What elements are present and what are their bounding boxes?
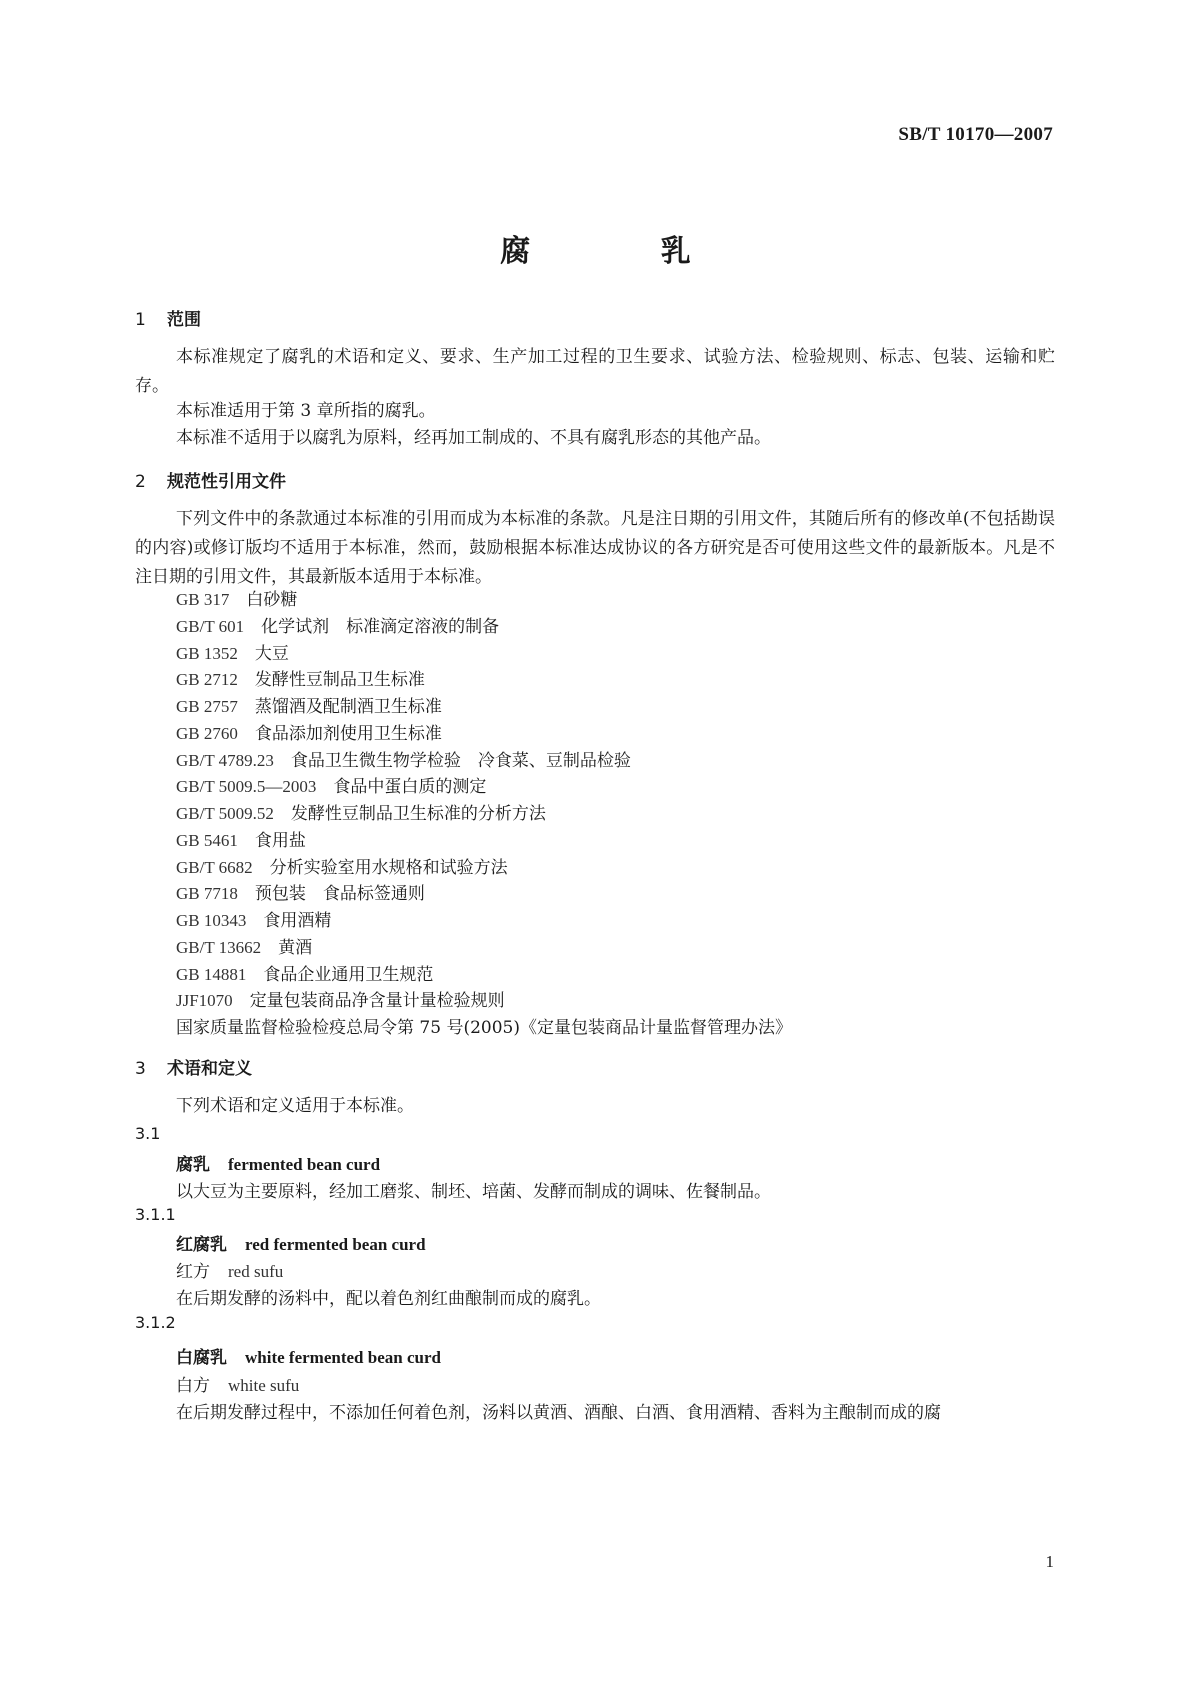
document-title: 腐 乳 (500, 234, 751, 269)
reference-item (176, 612, 499, 637)
reference-name: 预包装 食品标签通则 (254, 884, 425, 904)
reference-item (176, 879, 425, 904)
reference-item (176, 960, 433, 985)
reference-item (176, 719, 442, 744)
term-english: fermented bean curd (228, 1155, 381, 1174)
reference-item (176, 853, 508, 878)
section-number: 2 (135, 472, 146, 492)
term-definition: 在后期发酵的汤料中，配以着色剂红曲酿制而成的腐乳。 (176, 1289, 601, 1309)
reference-code: GB/T 4789.23 (176, 751, 274, 770)
reference-code: GB/T 5009.5—2003 (176, 777, 317, 796)
reference-code: GB 2712 (176, 670, 238, 689)
term-english: red fermented bean curd (245, 1235, 426, 1254)
reference-item (176, 772, 486, 797)
reference-name: 分析实验室用水规格和试验方法 (269, 858, 508, 878)
reference-name: 食品企业通用卫生规范 (263, 965, 434, 985)
reference-code: GB/T 5009.52 (176, 804, 274, 823)
reference-code: GB/T 13662 (176, 938, 262, 957)
reference-code: GB 5461 (176, 831, 238, 850)
alt-chinese: 红方 (176, 1262, 210, 1282)
section-title: 范围 (167, 310, 201, 330)
reference-name: 白砂糖 (246, 590, 298, 610)
reference-name: 定量包装商品净含量计量检验规则 (249, 991, 505, 1011)
paragraph: 下列术语和定义适用于本标准。 (176, 1096, 414, 1116)
reference-item (176, 986, 505, 1011)
term-definition: 在后期发酵过程中，不添加任何着色剂，汤料以黄酒、酒酿、白酒、食用酒精、香料为主酿制而成的腐 (176, 1403, 941, 1423)
reference-code: GB 7718 (176, 884, 238, 903)
paragraph: 本标准适用于第 3 章所指的腐乳。 (176, 401, 436, 421)
alt-english: red sufu (228, 1262, 284, 1281)
reference-item (176, 665, 425, 690)
reference-item (176, 826, 306, 851)
alt-chinese: 白方 (176, 1376, 210, 1396)
reference-item (176, 906, 331, 931)
section-number: 3 (135, 1059, 146, 1079)
reference-code: GB 14881 (176, 965, 247, 984)
paragraph: 本标准规定了腐乳的术语和定义、要求、生产加工过程的卫生要求、试验方法、检验规则、标志、包装、运输和贮存。 (135, 347, 1055, 396)
reference-code: GB 317 (176, 590, 230, 609)
term-chinese: 红腐乳 (176, 1235, 227, 1255)
standard-code: SB/T 10170—2007 (898, 124, 1053, 145)
reference-name: 黄酒 (278, 938, 313, 958)
reference-name: 食品中蛋白质的测定 (333, 777, 487, 797)
reference-item (176, 585, 297, 610)
paragraph: 下列文件中的条款通过本标准的引用而成为本标准的条款。凡是注日期的引用文件，其随后所有的修改单(不包括勘误的内容)或修订版均不适用于本标准，然而，鼓励根据本标准达成协议的各方研究是否可使用这些文件的最新版本。凡是不注日期的引用文件，其最新版本适用于本标准。 (135, 509, 1055, 587)
reference-code: GB 10343 (176, 911, 247, 930)
reference-code: JJF1070 (176, 991, 233, 1010)
section-title: 术语和定义 (167, 1059, 252, 1079)
reference-name: 发酵性豆制品卫生标准 (254, 670, 425, 690)
term-english: white fermented bean curd (245, 1348, 441, 1367)
reference-name: 食品卫生微生物学检验 冷食菜、豆制品检验 (290, 751, 631, 771)
term-heading (176, 1343, 441, 1368)
reference-code: GB 1352 (176, 644, 238, 663)
term-heading (176, 1230, 426, 1255)
section-title: 规范性引用文件 (167, 472, 286, 492)
clause-number: 3.1 (135, 1124, 161, 1143)
term-heading (176, 1150, 380, 1175)
clause-number: 3.1.2 (135, 1313, 176, 1332)
reference-name: 化学试剂 标准滴定溶液的制备 (261, 617, 500, 637)
reference-name: 蒸馏酒及配制酒卫生标准 (254, 697, 442, 717)
section-heading-references (135, 467, 286, 492)
reference-name: 食品添加剂使用卫生标准 (254, 724, 442, 744)
paragraph: 本标准不适用于以腐乳为原料，经再加工制成的、不具有腐乳形态的其他产品。 (176, 428, 771, 448)
alt-english: white sufu (228, 1376, 300, 1395)
term-definition: 以大豆为主要原料，经加工磨浆、制坯、培菌、发酵而制成的调味、佐餐制品。 (176, 1182, 771, 1202)
term-alternative (176, 1371, 299, 1396)
section-number: 1 (135, 310, 146, 330)
page-number: 1 (1045, 1552, 1054, 1571)
section-heading-scope (135, 305, 201, 330)
reference-code: GB 2757 (176, 697, 238, 716)
reference-item (176, 746, 631, 771)
clause-number: 3.1.1 (135, 1205, 176, 1224)
reference-item (176, 933, 312, 958)
reference-item (176, 692, 442, 717)
reference-name: 食用盐 (254, 831, 306, 851)
reference-item (176, 639, 289, 664)
term-chinese: 腐乳 (176, 1155, 210, 1175)
term-chinese: 白腐乳 (176, 1348, 227, 1368)
section-heading-terms (135, 1054, 252, 1079)
reference-code: GB 2760 (176, 724, 238, 743)
reference-name: 食用酒精 (263, 911, 332, 931)
reference-code: GB/T 601 (176, 617, 245, 636)
reference-name: 发酵性豆制品卫生标准的分析方法 (290, 804, 546, 824)
reference-code: GB/T 6682 (176, 858, 253, 877)
reference-item: 国家质量监督检验检疫总局令第 75 号(2005)《定量包装商品计量监督管理办法》 (176, 1018, 792, 1038)
reference-item (176, 799, 546, 824)
term-alternative (176, 1257, 283, 1282)
reference-name: 大豆 (254, 644, 289, 664)
